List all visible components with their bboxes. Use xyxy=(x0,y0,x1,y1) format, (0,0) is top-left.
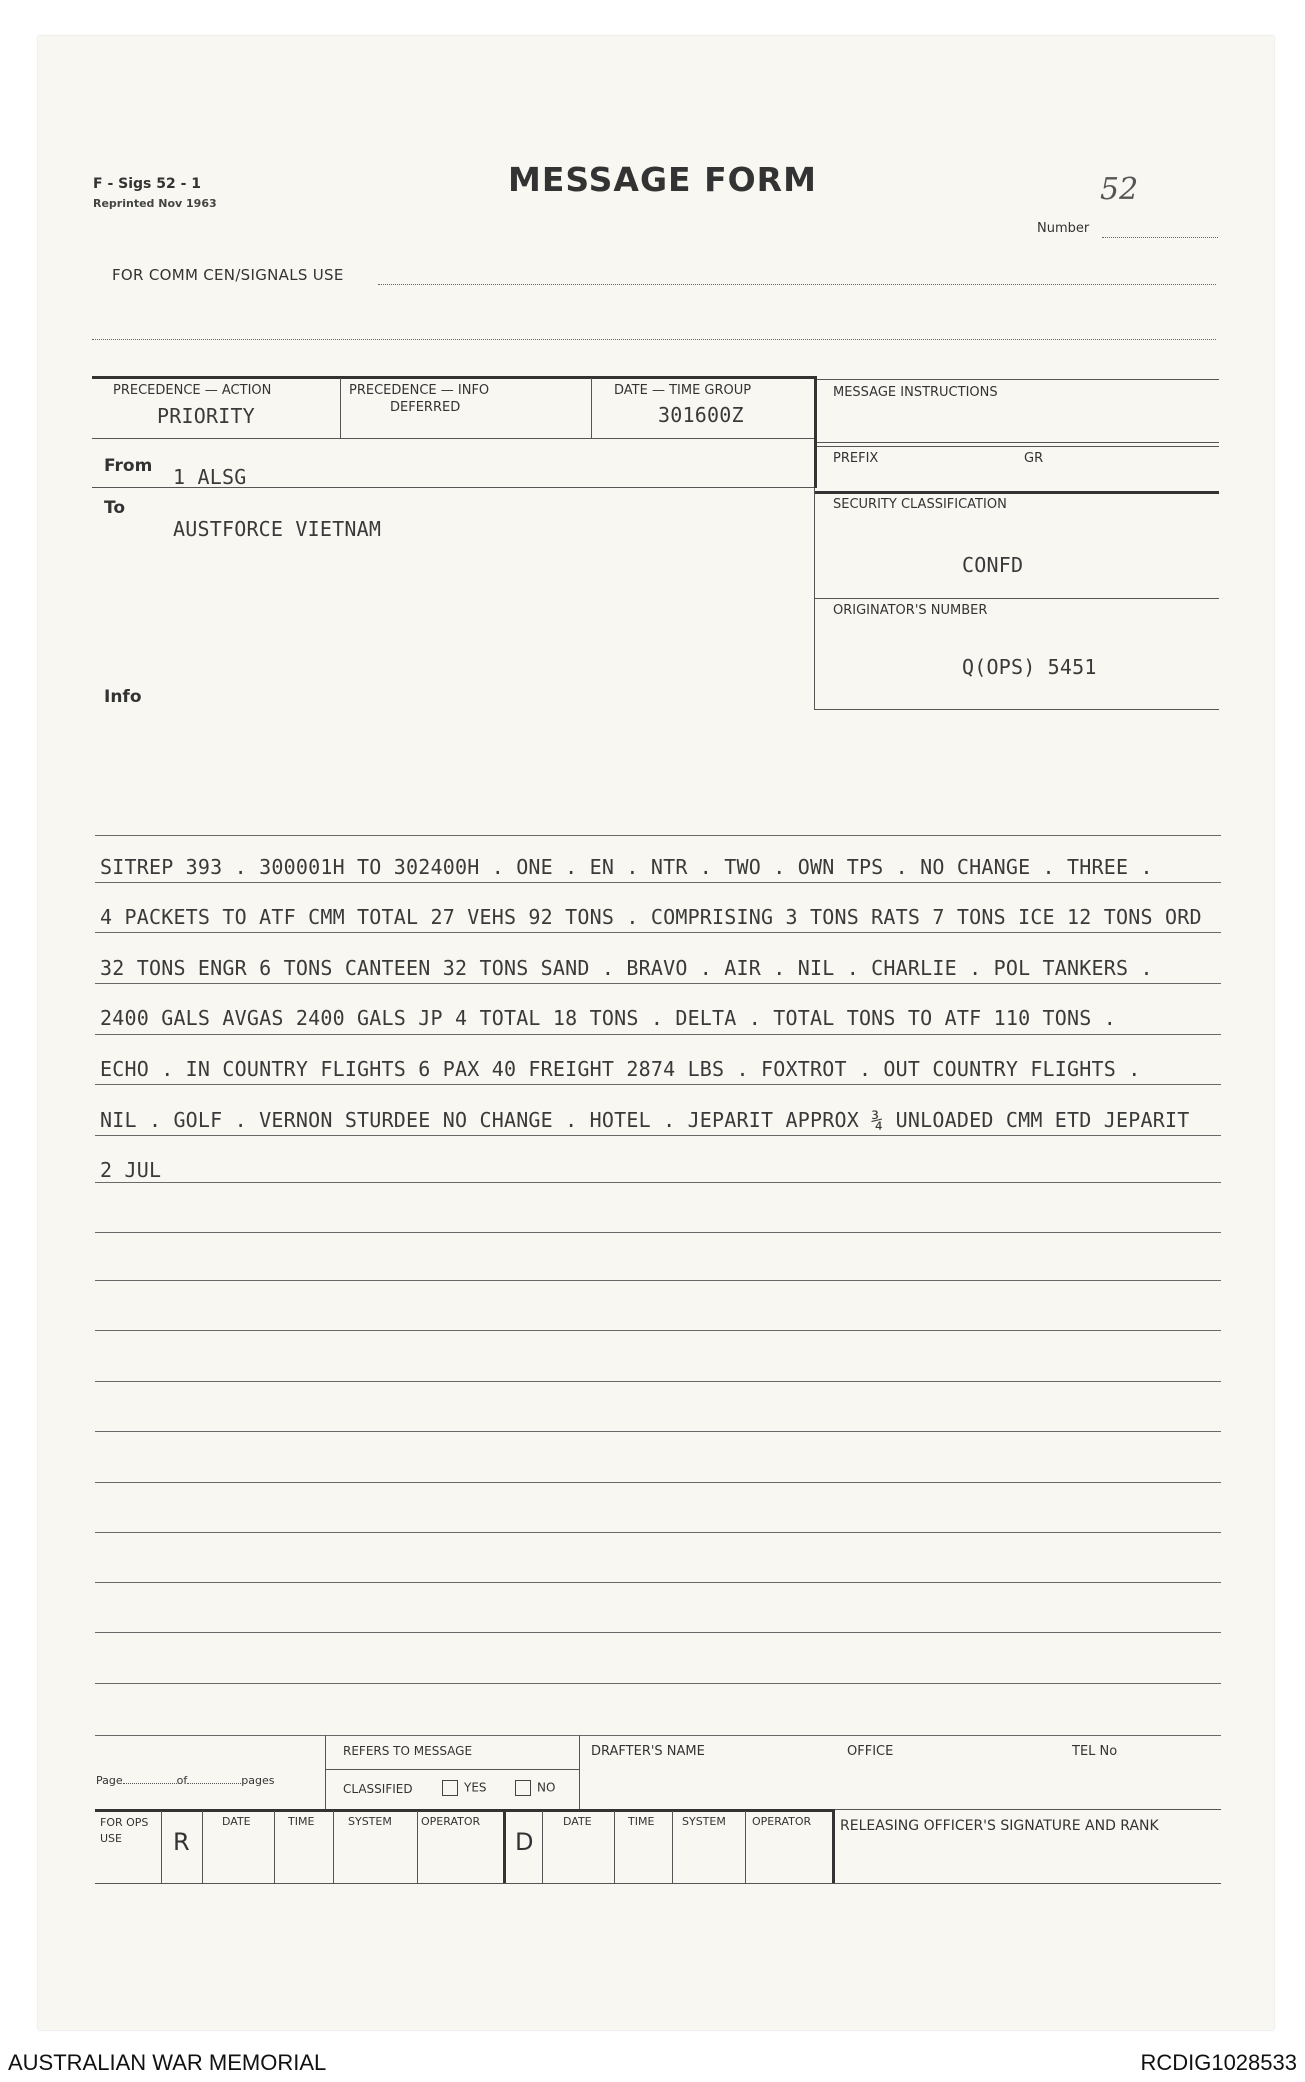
classified-yes[interactable]: YES xyxy=(442,1780,487,1796)
dtg-label: DATE — TIME GROUP xyxy=(614,383,752,398)
d-time-label: TIME xyxy=(628,1815,655,1828)
r-system-label: SYSTEM xyxy=(348,1815,392,1828)
security-classification-value: CONFD xyxy=(962,553,1024,577)
security-classification-label: SECURITY CLASSIFICATION xyxy=(833,497,1007,512)
d-date-label: DATE xyxy=(563,1815,592,1828)
number-label: Number xyxy=(1037,221,1090,236)
to-label: To xyxy=(104,498,126,518)
message-line-3: 32 TONS ENGR 6 TONS CANTEEN 32 TONS SAND . BRAVO . AIR . NIL . CHARLIE . POL TANKERS . xyxy=(100,956,1153,980)
office-label: OFFICE xyxy=(847,1744,894,1759)
comm-cen-field-2 xyxy=(92,323,1216,340)
classified-label: CLASSIFIED xyxy=(343,1782,413,1796)
gr-label: GR xyxy=(1024,451,1044,466)
footer-id: RCDIG1028533 xyxy=(1140,2050,1297,2075)
to-value: AUSTFORCE VIETNAM xyxy=(173,517,382,541)
d-label: D xyxy=(515,1828,534,1856)
info-label: Info xyxy=(104,687,142,707)
message-line-7: 2 JUL xyxy=(100,1158,162,1182)
precedence-info-label: PRECEDENCE — INFO xyxy=(349,383,490,398)
message-instructions-label: MESSAGE INSTRUCTIONS xyxy=(833,385,998,400)
comm-cen-label: FOR COMM CEN/SIGNALS USE xyxy=(112,266,344,284)
drafters-name-label: DRAFTER'S NAME xyxy=(591,1744,705,1759)
r-operator-label: OPERATOR xyxy=(421,1815,481,1828)
r-date-label: DATE xyxy=(222,1815,251,1828)
precedence-action-value: PRIORITY xyxy=(157,404,255,428)
page-count: Page of pages xyxy=(96,1774,275,1787)
d-system-label: SYSTEM xyxy=(682,1815,726,1828)
r-time-label: TIME xyxy=(288,1815,315,1828)
refers-to-message-label: REFERS TO MESSAGE xyxy=(343,1744,473,1758)
handwritten-number: 52 xyxy=(1100,172,1139,207)
releasing-officer-label: RELEASING OFFICER'S SIGNATURE AND RANK xyxy=(840,1818,1159,1834)
footer-credit: AUSTRALIAN WAR MEMORIAL xyxy=(8,2050,327,2075)
message-line-4: 2400 GALS AVGAS 2400 GALS JP 4 TOTAL 18 TONS . DELTA . TOTAL TONS TO ATF 110 TONS . xyxy=(100,1006,1117,1030)
message-line-1: SITREP 393 . 300001H TO 302400H . ONE . EN . NTR . TWO . OWN TPS . NO CHANGE . THREE . xyxy=(100,855,1153,879)
from-value: 1 ALSG xyxy=(173,465,247,489)
originator-number-value: Q(OPS) 5451 xyxy=(962,655,1097,679)
from-label: From xyxy=(104,456,153,476)
d-operator-label: OPERATOR xyxy=(752,1815,812,1828)
precedence-info-value: DEFERRED xyxy=(390,400,461,415)
message-line-6: NIL . GOLF . VERNON STURDEE NO CHANGE . HOTEL . JEPARIT APPROX ¾ UNLOADED CMM ETD JEPARIT xyxy=(100,1108,1190,1132)
page-title: MESSAGE FORM xyxy=(508,160,817,199)
no-checkbox[interactable] xyxy=(515,1780,531,1796)
reprint-date: Reprinted Nov 1963 xyxy=(93,197,217,210)
message-line-2: 4 PACKETS TO ATF CMM TOTAL 27 VEHS 92 TONS . COMPRISING 3 TONS RATS 7 TONS ICE 12 TONS ORD xyxy=(100,905,1202,929)
yes-checkbox[interactable] xyxy=(442,1780,458,1796)
r-label: R xyxy=(173,1828,190,1856)
prefix-label: PREFIX xyxy=(833,451,879,466)
dtg-value: 301600Z xyxy=(658,403,744,427)
classified-no[interactable]: NO xyxy=(515,1780,555,1796)
form-code: F - Sigs 52 - 1 xyxy=(93,176,202,192)
originator-number-label: ORIGINATOR'S NUMBER xyxy=(833,603,988,618)
number-field xyxy=(1102,221,1218,238)
tel-no-label: TEL No xyxy=(1072,1744,1118,1759)
precedence-action-label: PRECEDENCE — ACTION xyxy=(113,383,272,398)
message-line-5: ECHO . IN COUNTRY FLIGHTS 6 PAX 40 FREIGHT 2874 LBS . FOXTROT . OUT COUNTRY FLIGHTS . xyxy=(100,1057,1141,1081)
for-ops-use-label: FOR OPS USE xyxy=(100,1816,149,1845)
comm-cen-field xyxy=(378,268,1216,285)
